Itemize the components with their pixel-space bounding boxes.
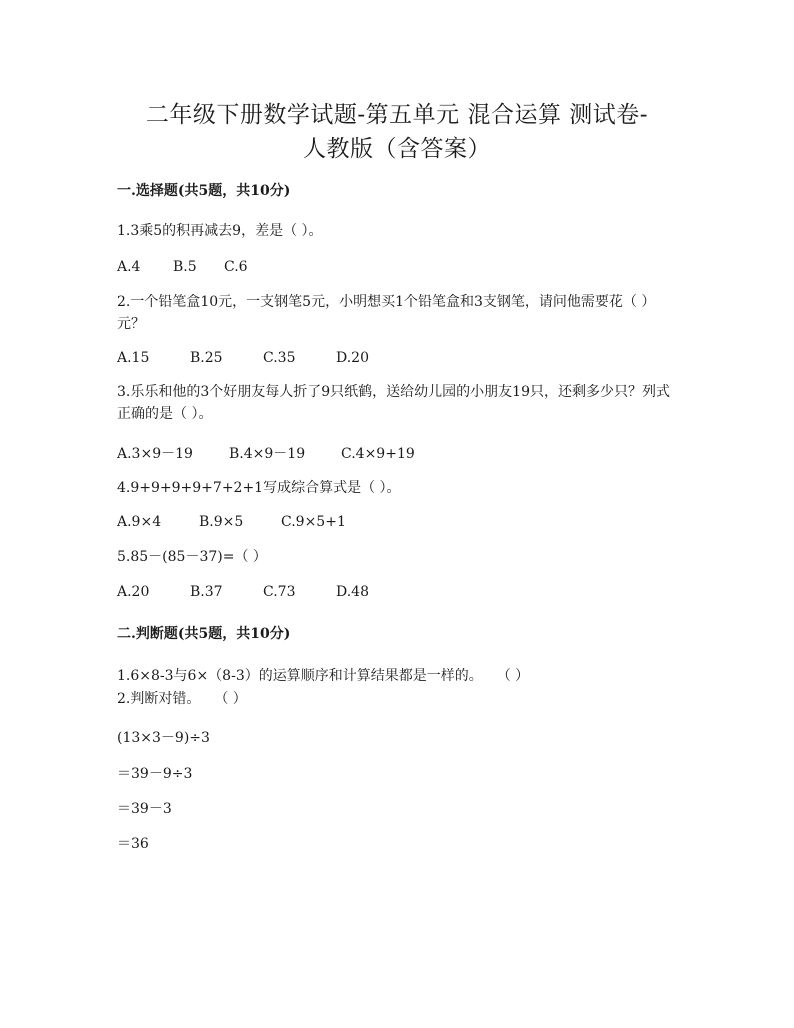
option-a: A.4 xyxy=(117,259,141,275)
option-b: B.4×9－19 xyxy=(229,446,306,462)
title-line-2: 人教版（含答案） xyxy=(303,136,491,162)
question-2: 2.一个铅笔盒10元，一支钢笔5元，小明想买1个铅笔盒和3支钢笔，请问他需要花（ ）元？ xyxy=(117,294,656,332)
option-b: B.25 xyxy=(190,350,223,366)
judge-question-1: 1.6×8-3与6×（8-3）的运算顺序和计算结果都是一样的。 （ ） xyxy=(117,668,530,684)
option-d: D.20 xyxy=(336,350,369,366)
question-5: 5.85－(85－37)=（ ） xyxy=(117,549,267,565)
question-3-options xyxy=(117,443,415,463)
title-line-1: 二年级下册数学试题-第五单元 混合运算 测试卷- xyxy=(145,102,649,128)
question-4-options xyxy=(117,514,346,530)
question-2-options xyxy=(117,350,369,366)
section-heading-choice: 一.选择题(共5题，共10分) xyxy=(117,183,291,199)
calc-step-2: ＝39－9÷3 xyxy=(117,766,193,782)
question-1-options xyxy=(117,259,248,275)
option-b: B.5 xyxy=(173,259,197,275)
option-c: C.9×5+1 xyxy=(281,514,346,530)
option-b: B.9×5 xyxy=(199,514,244,530)
option-a: A.20 xyxy=(117,584,150,600)
question-4: 4.9+9+9+9+7+2+1写成综合算式是（ ）。 xyxy=(117,480,401,496)
question-1: 1.3乘5的积再减去9，差是（ ）。 xyxy=(117,223,323,239)
option-a: A.9×4 xyxy=(117,514,162,530)
calc-step-1: (13×3－9)÷3 xyxy=(117,730,210,746)
calc-step-3: ＝39－3 xyxy=(117,801,172,817)
option-a: A.15 xyxy=(117,350,150,366)
option-b: B.37 xyxy=(190,584,223,600)
option-a: A.3×9－19 xyxy=(117,446,193,462)
option-c: C.6 xyxy=(224,259,248,275)
option-d: D.48 xyxy=(336,584,369,600)
calc-step-4: ＝36 xyxy=(117,836,149,852)
question-5-options xyxy=(117,584,369,600)
option-c: C.73 xyxy=(263,584,296,600)
option-c: C.35 xyxy=(263,350,296,366)
option-c: C.4×9+19 xyxy=(341,446,415,462)
section-heading-judge: 二.判断题(共5题，共10分) xyxy=(117,626,291,642)
question-3: 3.乐乐和他的3个好朋友每人折了9只纸鹤，送给幼儿园的小朋友19只，还剩多少只？列式正确的是（ ）。 xyxy=(117,384,670,422)
judge-question-2: 2.判断对错。 （ ） xyxy=(117,691,247,707)
